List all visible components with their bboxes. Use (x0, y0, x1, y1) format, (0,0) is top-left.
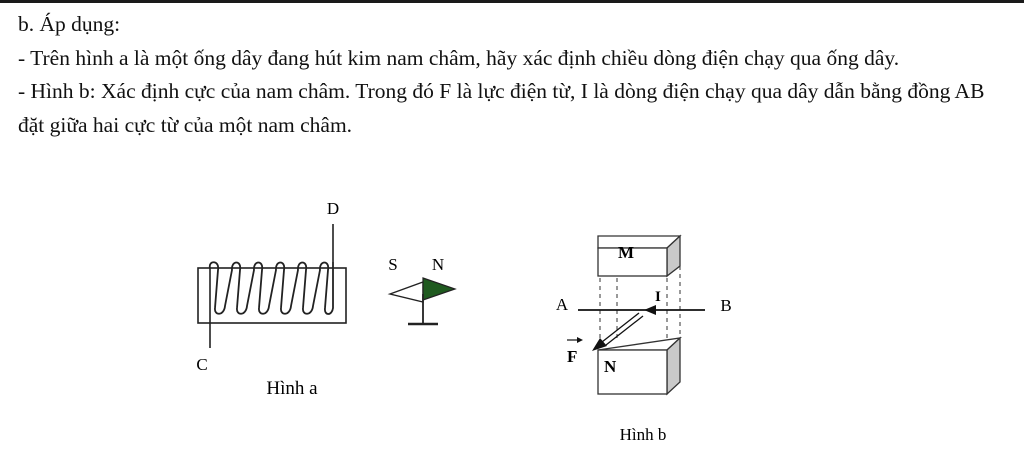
label-b: B (720, 296, 732, 315)
label-n-pole: N (604, 357, 617, 376)
label-c: C (196, 355, 208, 374)
label-f: F (567, 347, 578, 366)
exercise-text (18, 8, 1008, 142)
needle-north (423, 278, 455, 300)
label-i: I (655, 289, 661, 305)
needle-south (390, 282, 423, 302)
figure-a (180, 190, 480, 410)
solenoid-core (198, 268, 346, 323)
current-arrow (644, 305, 656, 315)
force-vector-head (577, 337, 583, 343)
figure-b (540, 210, 770, 450)
label-d: D (326, 199, 340, 218)
paragraph-2: - Hình b: Xác định cực của nam châm. Trong đó F là lực điện từ, I là dòng điện chạy qua dây dẫn bằng đồng AB đặt giữa hai cực từ của một nam châm. (18, 79, 985, 137)
label-s: S (388, 255, 398, 274)
paragraph-1: - Trên hình a là một ống dây đang hút kim nam châm, hãy xác định chiều dòng điện chạy qua ống dây. (18, 45, 900, 70)
top-rule (0, 0, 1024, 3)
pole-m-top (598, 236, 680, 248)
caption-b: Hình b (619, 425, 667, 444)
force-line-2 (606, 316, 643, 345)
pole-n-top (598, 338, 680, 350)
caption-a: Hình a (266, 378, 318, 399)
label-n: N (431, 255, 445, 274)
force-line-1 (602, 313, 639, 342)
heading: b. Áp dụng: (18, 12, 121, 36)
label-a: A (555, 295, 569, 314)
label-m: M (618, 243, 635, 262)
solenoid-coil (210, 262, 333, 314)
